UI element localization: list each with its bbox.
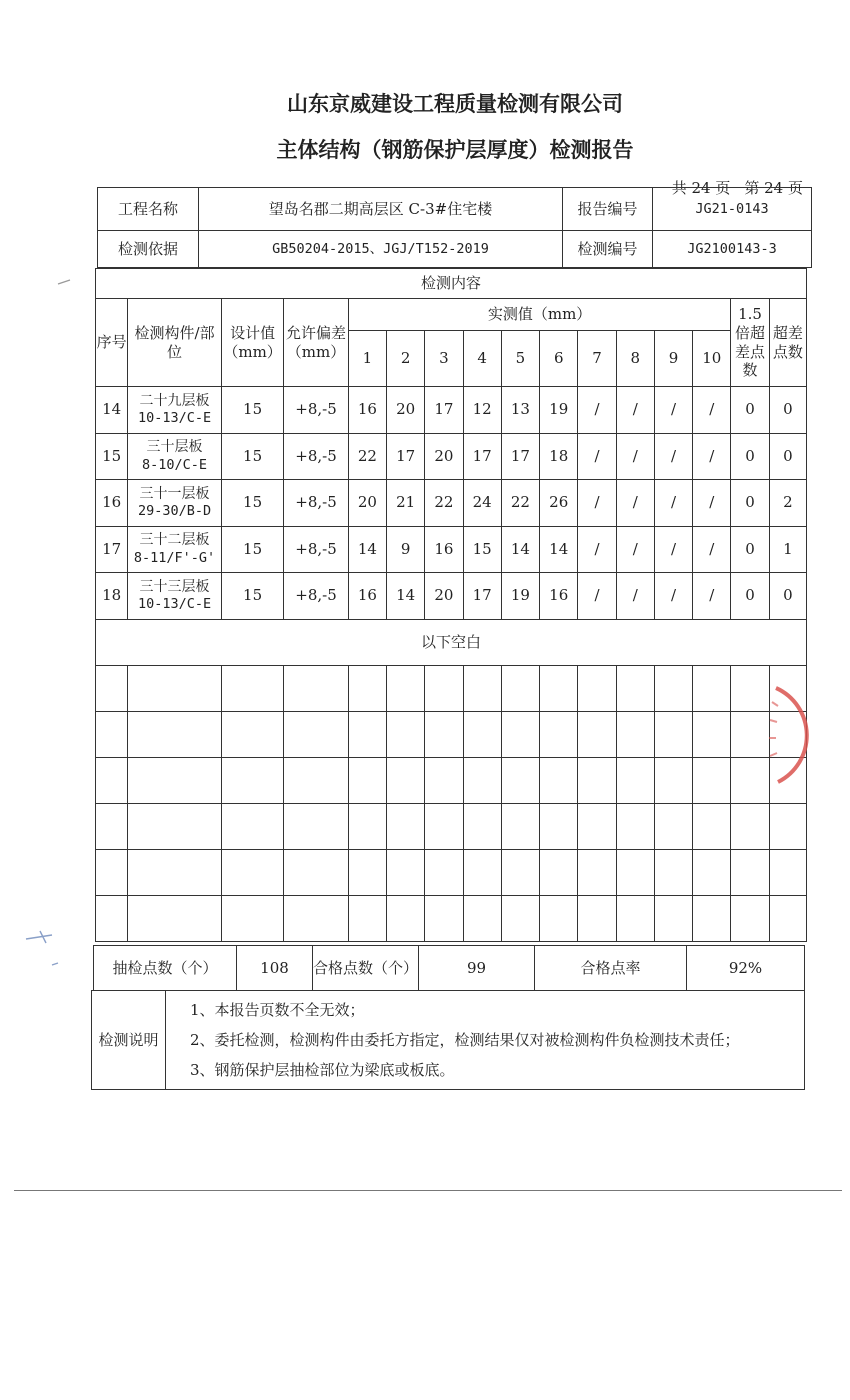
blank-cell <box>578 757 616 803</box>
row-measured-value: 14 <box>501 526 539 573</box>
blank-cell <box>284 849 348 895</box>
blank-row <box>96 711 807 757</box>
passed-count-value: 99 <box>419 946 535 991</box>
note-item: 1、本报告页数不全无效； <box>190 1001 365 1019</box>
row-over15: 0 <box>731 480 769 527</box>
row-measured-value: / <box>578 387 616 434</box>
row-measured-value: / <box>578 433 616 480</box>
row-measured-value: 15 <box>463 526 501 573</box>
row-measured-value: / <box>616 526 654 573</box>
data-rows <box>96 387 807 620</box>
measure-index-3: 3 <box>425 331 463 387</box>
measurement-table <box>95 268 807 942</box>
measure-index-10: 10 <box>693 331 731 387</box>
measure-index-4: 4 <box>463 331 501 387</box>
row-measured-value: 20 <box>425 573 463 620</box>
blank-cell <box>578 711 616 757</box>
blank-cell <box>96 849 128 895</box>
row-member <box>128 526 222 573</box>
member-axis: 29-30/B-D <box>137 503 212 520</box>
row-measured-value: / <box>616 387 654 434</box>
member-floor: 二十九层板 <box>139 392 210 409</box>
blank-cell <box>387 803 425 849</box>
blank-cell <box>348 895 386 941</box>
measure-index-2: 2 <box>387 331 425 387</box>
col-header-over15: 1.5倍超差点数 <box>731 299 769 387</box>
blank-cell <box>463 757 501 803</box>
blank-cell <box>425 849 463 895</box>
row-measured-value: 20 <box>348 480 386 527</box>
col-header-seq: 序号 <box>96 299 128 387</box>
row-measured-value: 9 <box>387 526 425 573</box>
blank-cell <box>540 895 578 941</box>
summary-table <box>93 945 805 991</box>
blank-cell <box>128 711 222 757</box>
row-seq: 14 <box>96 387 128 434</box>
row-design: 15 <box>221 387 283 434</box>
notes-label: 检测说明 <box>92 991 166 1090</box>
measure-index-9: 9 <box>654 331 692 387</box>
total-pages: 共 24 页 <box>671 179 731 197</box>
row-tolerance: +8,-5 <box>284 480 348 527</box>
row-measured-value: / <box>616 433 654 480</box>
blank-cell <box>731 895 769 941</box>
member-floor: 三十三层板 <box>139 578 210 595</box>
blank-cell <box>693 849 731 895</box>
row-tolerance: +8,-5 <box>284 526 348 573</box>
col-header-design: 设计值（mm） <box>221 299 283 387</box>
blank-cell <box>425 757 463 803</box>
report-title: 主体结构（钢筋保护层厚度）检测报告 <box>276 138 634 162</box>
blank-cell <box>348 665 386 711</box>
row-measured-value: 20 <box>387 387 425 434</box>
row-measured-value: 22 <box>425 480 463 527</box>
blank-cell <box>578 895 616 941</box>
blank-cell <box>221 757 283 803</box>
scan-mark <box>56 276 76 288</box>
basis-label: 检测依据 <box>98 231 199 268</box>
row-design: 15 <box>221 573 283 620</box>
blank-cell <box>501 757 539 803</box>
blank-row <box>96 803 807 849</box>
pass-rate-value: 92% <box>687 946 805 991</box>
row-measured-value: 22 <box>501 480 539 527</box>
blank-cell <box>221 711 283 757</box>
blank-marker: 以下空白 <box>96 619 807 665</box>
row-member <box>128 433 222 480</box>
row-measured-value: / <box>693 387 731 434</box>
row-member <box>128 387 222 434</box>
blank-cell <box>540 665 578 711</box>
row-design: 15 <box>221 526 283 573</box>
blank-cell <box>616 757 654 803</box>
partial-seal-stamp <box>748 680 834 790</box>
blank-cell <box>693 757 731 803</box>
row-tolerance: +8,-5 <box>284 573 348 620</box>
row-measured-value: 12 <box>463 387 501 434</box>
member-floor: 三十层板 <box>146 439 203 456</box>
blank-cell <box>501 849 539 895</box>
measure-index-6: 6 <box>540 331 578 387</box>
blank-cell <box>348 757 386 803</box>
blank-cell <box>284 895 348 941</box>
test-number-label: 检测编号 <box>563 231 653 268</box>
member-axis: 10-13/C-E <box>137 410 212 427</box>
blank-cell <box>463 803 501 849</box>
blank-cell <box>96 711 128 757</box>
report-number-value: JG21-0143 <box>653 188 812 231</box>
row-measured-value: / <box>654 433 692 480</box>
col-header-tolerance: 允许偏差（mm） <box>284 299 348 387</box>
blank-cell <box>693 711 731 757</box>
blank-cell <box>425 665 463 711</box>
row-measured-value: 17 <box>463 433 501 480</box>
measure-index-1: 1 <box>348 331 386 387</box>
blank-cell <box>96 895 128 941</box>
row-measured-value: / <box>693 480 731 527</box>
blank-cell <box>654 711 692 757</box>
note-item: 2、委托检测，检测构件由委托方指定，检测结果仅对被检测构件负检测技术责任； <box>190 1031 740 1049</box>
blank-cell <box>616 711 654 757</box>
blank-cell <box>654 895 692 941</box>
blank-cell <box>425 711 463 757</box>
row-measured-value: / <box>693 526 731 573</box>
blank-cell <box>387 757 425 803</box>
row-measured-value: 16 <box>540 573 578 620</box>
blank-cell <box>463 711 501 757</box>
blank-cell <box>616 803 654 849</box>
company-name: 山东京威建设工程质量检测有限公司 <box>287 92 623 116</box>
project-name-label: 工程名称 <box>98 188 199 231</box>
pass-rate-label: 合格点率 <box>535 946 687 991</box>
row-member <box>128 480 222 527</box>
blank-cell <box>387 665 425 711</box>
row-measured-value: 19 <box>501 573 539 620</box>
row-seq: 17 <box>96 526 128 573</box>
blank-cell <box>540 711 578 757</box>
blank-row <box>96 895 807 941</box>
row-measured-value: 17 <box>501 433 539 480</box>
row-measured-value: / <box>616 573 654 620</box>
member-axis: 8-10/C-E <box>142 456 208 473</box>
row-seq: 16 <box>96 480 128 527</box>
blank-cell <box>96 803 128 849</box>
row-measured-value: / <box>693 433 731 480</box>
member-floor: 三十一层板 <box>139 485 210 502</box>
blank-cell <box>128 849 222 895</box>
row-over15: 0 <box>731 433 769 480</box>
row-measured-value: / <box>654 573 692 620</box>
blank-cell <box>128 665 222 711</box>
row-measured-value: 14 <box>348 526 386 573</box>
current-page: 第 24 页 <box>744 179 803 197</box>
blank-cell <box>348 849 386 895</box>
blank-cell <box>348 711 386 757</box>
blank-cell <box>616 665 654 711</box>
row-seq: 18 <box>96 573 128 620</box>
scan-mark <box>22 925 62 975</box>
row-seq: 15 <box>96 433 128 480</box>
blank-cell <box>284 665 348 711</box>
sampled-count-value: 108 <box>237 946 313 991</box>
blank-cell <box>387 711 425 757</box>
row-over15: 0 <box>731 526 769 573</box>
row-measured-value: 13 <box>501 387 539 434</box>
col-header-measured: 实测值（mm） <box>348 299 731 331</box>
row-measured-value: 14 <box>387 573 425 620</box>
table-row <box>96 480 807 527</box>
blank-cell <box>501 665 539 711</box>
table-row <box>96 433 807 480</box>
blank-cell <box>769 803 806 849</box>
measure-index-7: 7 <box>578 331 616 387</box>
row-measured-value: 14 <box>540 526 578 573</box>
blank-cell <box>463 849 501 895</box>
blank-row <box>96 757 807 803</box>
section-title: 检测内容 <box>96 269 807 299</box>
row-design: 15 <box>221 433 283 480</box>
blank-cell <box>501 803 539 849</box>
blank-cell <box>284 803 348 849</box>
row-measured-value: 16 <box>348 573 386 620</box>
blank-cell <box>387 849 425 895</box>
row-measured-value: / <box>654 526 692 573</box>
blank-cell <box>221 803 283 849</box>
notes-table <box>91 990 805 1090</box>
blank-cell <box>284 757 348 803</box>
blank-cell <box>128 895 222 941</box>
project-info-table <box>97 187 812 268</box>
blank-cell <box>463 895 501 941</box>
row-over15: 0 <box>731 387 769 434</box>
blank-cell <box>128 757 222 803</box>
blank-cell <box>540 757 578 803</box>
blank-cell <box>616 895 654 941</box>
project-name-value: 望岛名郡二期高层区 C-3#住宅楼 <box>199 188 563 231</box>
row-measured-value: 20 <box>425 433 463 480</box>
row-measured-value: / <box>693 573 731 620</box>
row-measured-value: 16 <box>425 526 463 573</box>
blank-cell <box>348 803 386 849</box>
row-measured-value: 17 <box>387 433 425 480</box>
row-measured-value: 18 <box>540 433 578 480</box>
blank-cell <box>425 895 463 941</box>
test-number-value: JG2100143-3 <box>653 231 812 268</box>
blank-cell <box>463 665 501 711</box>
table-row <box>96 387 807 434</box>
row-over: 2 <box>769 480 806 527</box>
row-design: 15 <box>221 480 283 527</box>
row-measured-value: / <box>578 480 616 527</box>
blank-cell <box>128 803 222 849</box>
col-header-over: 超差点数 <box>769 299 806 387</box>
blank-cell <box>654 803 692 849</box>
blank-row <box>96 849 807 895</box>
blank-cell <box>221 665 283 711</box>
measure-index-5: 5 <box>501 331 539 387</box>
member-axis: 8-11/F'-G' <box>133 549 216 566</box>
member-floor: 三十二层板 <box>139 532 210 549</box>
blank-cell <box>221 895 283 941</box>
row-over: 1 <box>769 526 806 573</box>
row-measured-value: / <box>578 573 616 620</box>
blank-cell <box>616 849 654 895</box>
blank-rows <box>96 665 807 941</box>
row-measured-value: 17 <box>425 387 463 434</box>
blank-cell <box>96 665 128 711</box>
blank-cell <box>693 665 731 711</box>
row-tolerance: +8,-5 <box>284 433 348 480</box>
row-measured-value: 22 <box>348 433 386 480</box>
blank-cell <box>540 803 578 849</box>
report-number-label: 报告编号 <box>563 188 653 231</box>
blank-cell <box>221 849 283 895</box>
row-measured-value: 17 <box>463 573 501 620</box>
blank-cell <box>693 803 731 849</box>
row-measured-value: 21 <box>387 480 425 527</box>
table-row <box>96 526 807 573</box>
blank-cell <box>425 803 463 849</box>
blank-cell <box>578 665 616 711</box>
measure-index-8: 8 <box>616 331 654 387</box>
blank-cell <box>501 895 539 941</box>
row-over15: 0 <box>731 573 769 620</box>
blank-cell <box>693 895 731 941</box>
row-measured-value: 24 <box>463 480 501 527</box>
row-over: 0 <box>769 433 806 480</box>
sampled-count-label: 抽检点数（个） <box>94 946 237 991</box>
blank-cell <box>731 849 769 895</box>
blank-cell <box>578 803 616 849</box>
passed-count-label: 合格点数（个） <box>313 946 419 991</box>
member-axis: 10-13/C-E <box>137 596 212 613</box>
row-measured-value: 19 <box>540 387 578 434</box>
blank-cell <box>654 849 692 895</box>
blank-cell <box>387 895 425 941</box>
row-measured-value: / <box>616 480 654 527</box>
row-measured-value: 16 <box>348 387 386 434</box>
row-measured-value: / <box>654 387 692 434</box>
blank-cell <box>654 665 692 711</box>
table-row <box>96 573 807 620</box>
blank-cell <box>501 711 539 757</box>
blank-row <box>96 665 807 711</box>
page-bottom-rule <box>14 1190 842 1191</box>
blank-cell <box>769 895 806 941</box>
blank-cell <box>769 849 806 895</box>
blank-cell <box>540 849 578 895</box>
basis-value: GB50204-2015、JGJ/T152-2019 <box>199 231 563 268</box>
note-item: 3、钢筋保护层抽检部位为梁底或板底。 <box>190 1061 455 1079</box>
blank-cell <box>654 757 692 803</box>
notes-content <box>166 991 805 1090</box>
row-tolerance: +8,-5 <box>284 387 348 434</box>
row-over: 0 <box>769 573 806 620</box>
blank-cell <box>731 803 769 849</box>
row-measured-value: 26 <box>540 480 578 527</box>
row-member <box>128 573 222 620</box>
blank-cell <box>284 711 348 757</box>
row-over: 0 <box>769 387 806 434</box>
blank-cell <box>96 757 128 803</box>
blank-cell <box>578 849 616 895</box>
row-measured-value: / <box>654 480 692 527</box>
row-measured-value: / <box>578 526 616 573</box>
col-header-member: 检测构件/部位 <box>128 299 222 387</box>
